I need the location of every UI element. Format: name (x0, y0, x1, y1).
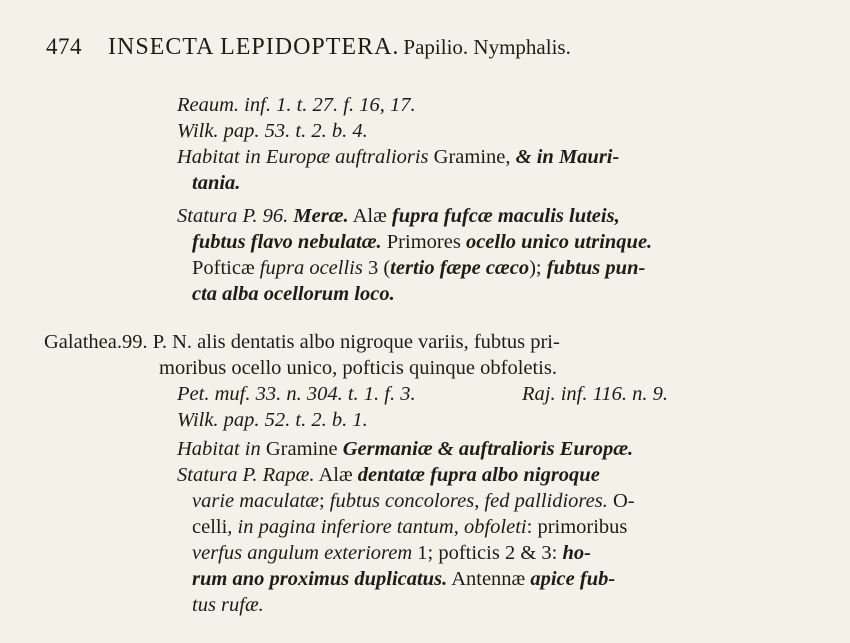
species-name: Galathea. (44, 331, 122, 353)
species-number: 99. (121, 331, 148, 353)
statura-2-line-3: celli, in pagina inferiore tantum, obfoleti: primoribus (192, 516, 628, 538)
statura-2-line-5: rum ano proximus duplicatus. Antennæ apice fub- (192, 568, 616, 590)
reference-wilkes: Wilk. pap. 53. t. 2. b. 4. (177, 120, 368, 142)
running-header (46, 34, 571, 61)
reference-reaumur: Reaum. inf. 1. t. 27. f. 16, 17. (177, 94, 416, 116)
running-title: INSECTA LEPIDOPTERA. (108, 34, 400, 60)
statura-2-line-1: Statura P. Rapæ. Alæ dentatæ fupra albo nigroque (177, 464, 600, 486)
statura-2-line-6: tus rufæ. (192, 594, 264, 616)
habitat-line-2: Habitat in Gramine Germaniæ & auftralioris Europæ. (177, 438, 634, 460)
reference-petiver: Pet. muf. 33. n. 304. t. 1. f. 3. (177, 383, 416, 405)
habitat-continuation: tania. (192, 172, 241, 194)
statura-line-3: Pofticæ fupra ocellis 3 (tertio fæpe cæco); fubtus pun- (192, 257, 646, 279)
page-number: 474 (46, 34, 82, 59)
habitat-line: Habitat in Europæ auftralioris Gramine, & in Mauri- (177, 146, 620, 168)
reference-wilkes-2: Wilk. pap. 52. t. 2. b. 1. (177, 409, 368, 431)
species-line-1: Galathea.99. P. N. alis dentatis albo nigroque variis, fubtus pri- (44, 331, 560, 353)
statura-line-2: fubtus flavo nebulatæ. Primores ocello unico utrinque. (192, 231, 653, 253)
statura-2-line-4: verfus angulum exteriorem 1; pofticis 2 & 3: ho- (192, 542, 591, 564)
running-subtitle: Papilio. Nymphalis. (403, 35, 571, 59)
statura-line-4: cta alba ocellorum loco. (192, 283, 395, 305)
statura-2-line-2: varie maculatæ; fubtus concolores, fed pallidiores. O- (192, 490, 635, 512)
species-line-2: moribus ocello unico, pofticis quinque obfoletis. (159, 357, 557, 379)
statura-line-1: Statura P. 96. Meræ. Alæ fupra fufcæ maculis luteis, (177, 205, 620, 227)
reference-ray: Raj. inf. 116. n. 9. (522, 383, 668, 405)
